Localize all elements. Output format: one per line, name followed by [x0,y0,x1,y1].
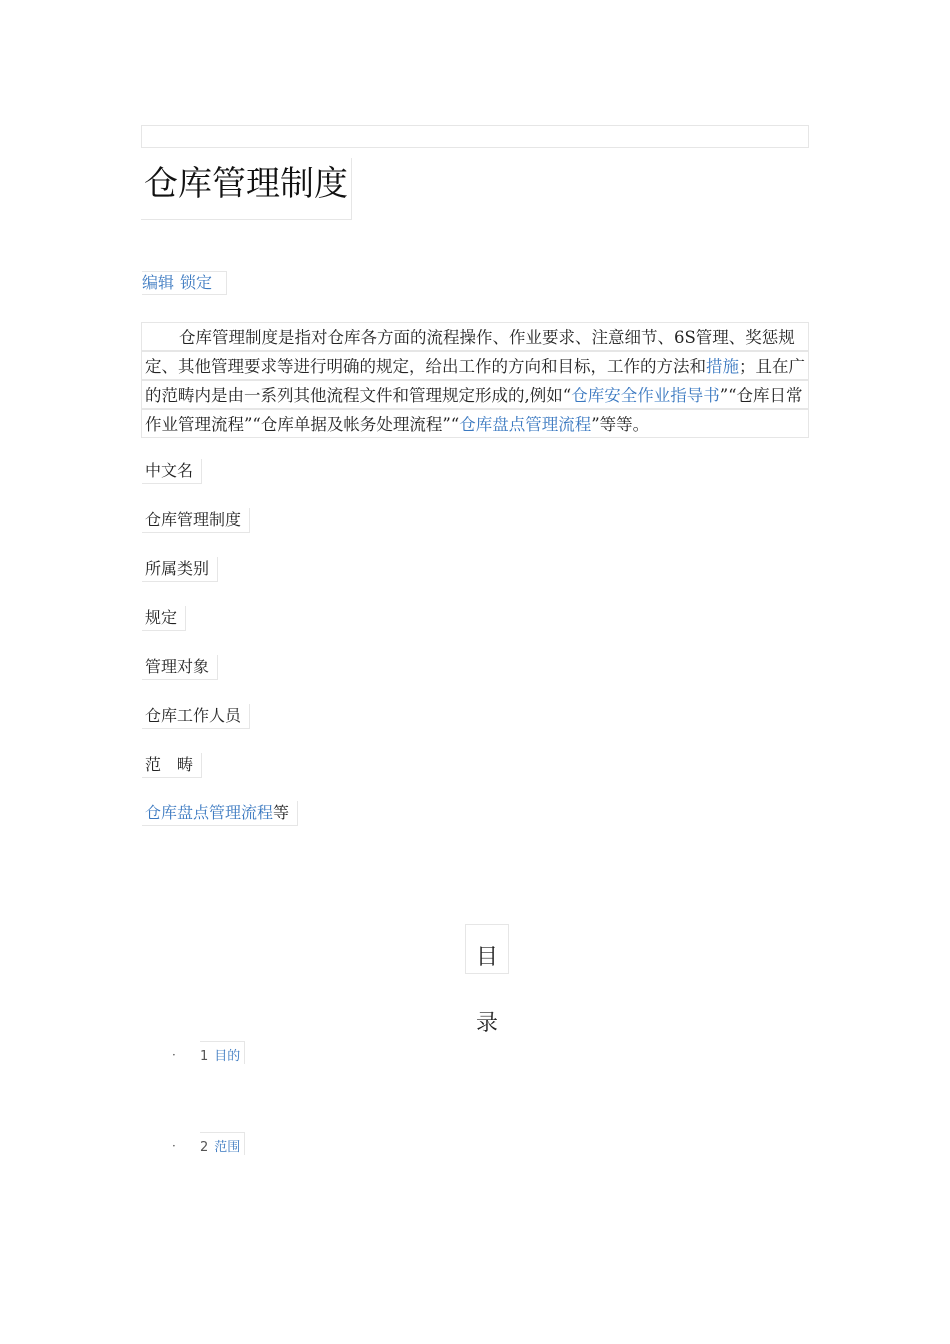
summary-paragraph [141,322,809,438]
action-bar [142,271,227,295]
toc-item[interactable]: 2 范围 [200,1132,245,1155]
lock-link[interactable]: 锁定 [180,273,213,292]
measures-link[interactable]: 措施 [706,357,739,376]
toc-item[interactable]: 1 目的 [200,1041,245,1064]
edit-link[interactable]: 编辑 [142,273,175,292]
meta-value-target: 仓库工作人员 [142,704,250,729]
top-bar [141,125,809,148]
page-title: 仓库管理制度 [141,158,352,220]
meta-value-chinese-name: 仓库管理制度 [142,508,250,533]
meta-label-scope: 范 畴 [142,753,202,778]
meta-label-target: 管理对象 [142,655,218,680]
paragraph-line: 的范畴内是由一系列其他流程文件和管理规定形成的,例如“仓库安全作业指导书”“仓库日常 [141,380,809,409]
meta-value-category: 规定 [142,606,186,631]
safety-guide-link[interactable]: 仓库安全作业指导书 [571,386,720,405]
scope-link[interactable]: 仓库盘点管理流程 [145,803,274,822]
meta-label-category: 所属类别 [142,557,218,582]
paragraph-line: 仓库管理制度是指对仓库各方面的流程操作、作业要求、注意细节、6S管理、奖惩规 [141,322,809,351]
bullet-icon: · [172,1139,176,1153]
toc-link-scope[interactable]: 范围 [214,1140,241,1155]
paragraph-line: 作业管理流程”“仓库单据及帐务处理流程”“仓库盘点管理流程”等等。 [141,409,809,438]
bullet-icon: · [172,1048,176,1062]
toc-link-purpose[interactable]: 目的 [214,1049,241,1064]
paragraph-line: 定、其他管理要求等进行明确的规定，给出工作的方向和目标，工作的方法和措施；且在广 [141,351,809,380]
meta-value-scope: 仓库盘点管理流程等 [142,801,298,826]
meta-label-chinese-name: 中文名 [142,459,202,484]
inventory-process-link[interactable]: 仓库盘点管理流程 [459,415,592,434]
toc-title: 目录 [465,924,509,974]
